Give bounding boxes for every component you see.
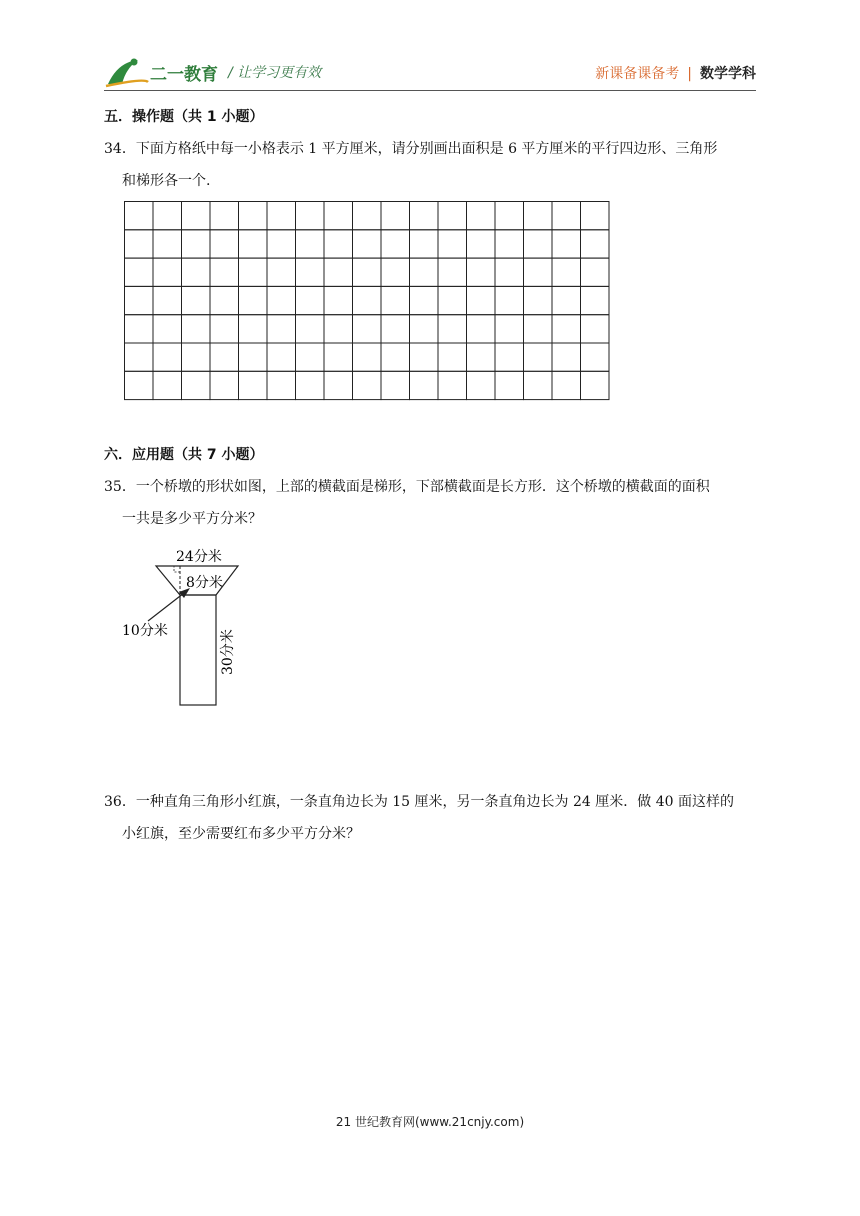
grid-cell	[210, 202, 239, 230]
grid-cell	[410, 286, 439, 314]
grid-cell	[552, 230, 581, 258]
grid-cell	[552, 258, 581, 286]
grid-cell	[524, 343, 553, 371]
question-36-line1: 36．一种直角三角形小红旗，一条直角边长为 15 厘米，另一条直角边长为 24 厘米．做 40 面这样的	[104, 794, 734, 810]
grid-cell	[438, 286, 467, 314]
grid-cell	[210, 258, 239, 286]
question-35	[104, 471, 760, 535]
grid-cell	[438, 202, 467, 230]
right-angle-mark	[174, 566, 180, 572]
grid-cell	[467, 286, 496, 314]
grid-cell	[353, 371, 382, 399]
grid-cell	[324, 315, 353, 343]
grid-cell	[296, 315, 325, 343]
grid-cell	[467, 258, 496, 286]
grid-cell	[552, 286, 581, 314]
grid-cell	[125, 315, 154, 343]
header-separator: |	[687, 66, 692, 82]
grid-cell	[324, 258, 353, 286]
grid-cell	[182, 315, 211, 343]
grid-cell	[239, 371, 268, 399]
grid-cell	[581, 230, 610, 258]
label-rect-height: 30分米	[220, 629, 236, 675]
grid-cell	[381, 343, 410, 371]
grid-cell	[125, 202, 154, 230]
grid-cell	[324, 202, 353, 230]
bridge-pier-figure	[120, 543, 250, 713]
grid-cell	[153, 202, 182, 230]
rectangle-bottom	[180, 595, 216, 705]
label-top-base: 24分米	[176, 549, 222, 565]
grid-cell	[153, 286, 182, 314]
grid-cell	[381, 258, 410, 286]
grid-cell	[353, 315, 382, 343]
grid-cell	[381, 202, 410, 230]
grid-cell	[410, 258, 439, 286]
page-footer: 21 世纪教育网(www.21cnjy.com)	[335, 1115, 525, 1129]
grid-cell	[296, 202, 325, 230]
grid-cell	[324, 230, 353, 258]
grid-cell	[438, 343, 467, 371]
header-subtitle: 新课备课备考	[595, 66, 680, 82]
grid-cell	[353, 343, 382, 371]
grid-cell	[296, 286, 325, 314]
grid-cell	[467, 230, 496, 258]
grid-cell	[353, 202, 382, 230]
grid-cell	[381, 315, 410, 343]
grid-cell	[381, 286, 410, 314]
grid-cell	[267, 315, 296, 343]
grid-cell	[239, 202, 268, 230]
grid-cell	[552, 315, 581, 343]
grid-cell	[495, 286, 524, 314]
grid-cell	[495, 230, 524, 258]
square-grid	[124, 201, 610, 401]
section-6-title: 六．应用题（共 7 小题）	[104, 447, 264, 463]
grid-cell	[296, 258, 325, 286]
grid-cell	[153, 258, 182, 286]
grid-cell	[410, 202, 439, 230]
grid-cell	[552, 343, 581, 371]
grid-cell	[296, 371, 325, 399]
question-34	[104, 133, 760, 197]
grid-cell	[182, 286, 211, 314]
question-34-line1: 34．下面方格纸中每一小格表示 1 平方厘米，请分别画出面积是 6 平方厘米的平行四边形、三角形	[104, 141, 718, 157]
grid-cell	[581, 315, 610, 343]
grid-cell	[267, 258, 296, 286]
grid-cell	[381, 371, 410, 399]
logo-text: 二一教育	[150, 65, 218, 85]
grid-cell	[210, 286, 239, 314]
grid-cell	[182, 258, 211, 286]
grid-cell	[125, 286, 154, 314]
grid-cell	[552, 371, 581, 399]
grid-cell	[438, 315, 467, 343]
grid-cell	[153, 371, 182, 399]
grid-cell	[267, 343, 296, 371]
grid-cell	[296, 343, 325, 371]
grid-cell	[581, 286, 610, 314]
label-height: 10分米	[122, 623, 168, 639]
grid-cell	[239, 258, 268, 286]
grid-cell	[438, 258, 467, 286]
grid-cell	[210, 315, 239, 343]
grid-cell	[125, 371, 154, 399]
grid-cell	[182, 230, 211, 258]
question-35-line2: 一共是多少平方分米？	[122, 511, 262, 527]
grid-cell	[210, 230, 239, 258]
grid-cell	[467, 371, 496, 399]
grid-cell	[524, 230, 553, 258]
grid-cell	[524, 202, 553, 230]
grid-cell	[324, 286, 353, 314]
grid-cell	[467, 202, 496, 230]
header-slogan: / 让学习更有效	[228, 65, 322, 81]
grid-cell	[381, 230, 410, 258]
grid-cell	[495, 315, 524, 343]
grid-cell	[467, 343, 496, 371]
grid-cell	[324, 371, 353, 399]
grid-cell	[495, 343, 524, 371]
question-36-line2: 小红旗，至少需要红布多少平方分米？	[122, 826, 360, 842]
grid-cell	[438, 371, 467, 399]
grid-cell	[153, 315, 182, 343]
grid-cell	[438, 230, 467, 258]
grid-cell	[182, 371, 211, 399]
header-divider	[104, 90, 756, 91]
grid-cell	[353, 258, 382, 286]
section-5-title: 五．操作题（共 1 小题）	[104, 109, 264, 125]
grid-cell	[495, 202, 524, 230]
grid-cell	[353, 230, 382, 258]
grid-cell	[182, 202, 211, 230]
grid-cell	[552, 202, 581, 230]
grid-cell	[182, 343, 211, 371]
grid-cell	[267, 230, 296, 258]
grid-cell	[524, 371, 553, 399]
question-35-line1: 35．一个桥墩的形状如图，上部的横截面是梯形，下部横截面是长方形．这个桥墩的横截面的面积	[104, 479, 710, 495]
grid-cell	[410, 315, 439, 343]
question-34-line2: 和梯形各一个.	[122, 173, 211, 189]
header-right	[595, 63, 756, 83]
grid-cell	[239, 286, 268, 314]
grid-cell	[353, 286, 382, 314]
grid-cell	[125, 230, 154, 258]
grid-cell	[410, 371, 439, 399]
grid-cell	[524, 286, 553, 314]
grid-cell	[524, 315, 553, 343]
grid-cell	[267, 286, 296, 314]
grid-cell	[581, 258, 610, 286]
grid-cell	[324, 343, 353, 371]
grid-cell	[239, 315, 268, 343]
question-36	[104, 786, 760, 850]
grid-cell	[410, 343, 439, 371]
grid-cell	[239, 230, 268, 258]
grid-cell	[410, 230, 439, 258]
grid-cell	[267, 202, 296, 230]
grid-cell	[267, 371, 296, 399]
page-header	[104, 54, 756, 94]
grid-cell	[495, 371, 524, 399]
grid-cell	[581, 343, 610, 371]
label-bottom-base: 8分米	[186, 575, 223, 591]
grid-cell	[125, 258, 154, 286]
grid-cell	[467, 315, 496, 343]
pointer-arrow	[148, 593, 184, 621]
grid-cell	[524, 258, 553, 286]
grid-cell	[296, 230, 325, 258]
grid-cell	[581, 202, 610, 230]
grid-cell	[581, 371, 610, 399]
grid-cell	[153, 230, 182, 258]
grid-cell	[125, 343, 154, 371]
grid-cell	[495, 258, 524, 286]
grid-cell	[210, 371, 239, 399]
grid-cell	[210, 343, 239, 371]
header-subject: 数学学科	[700, 66, 756, 82]
grid-cell	[239, 343, 268, 371]
grid-cell	[153, 343, 182, 371]
